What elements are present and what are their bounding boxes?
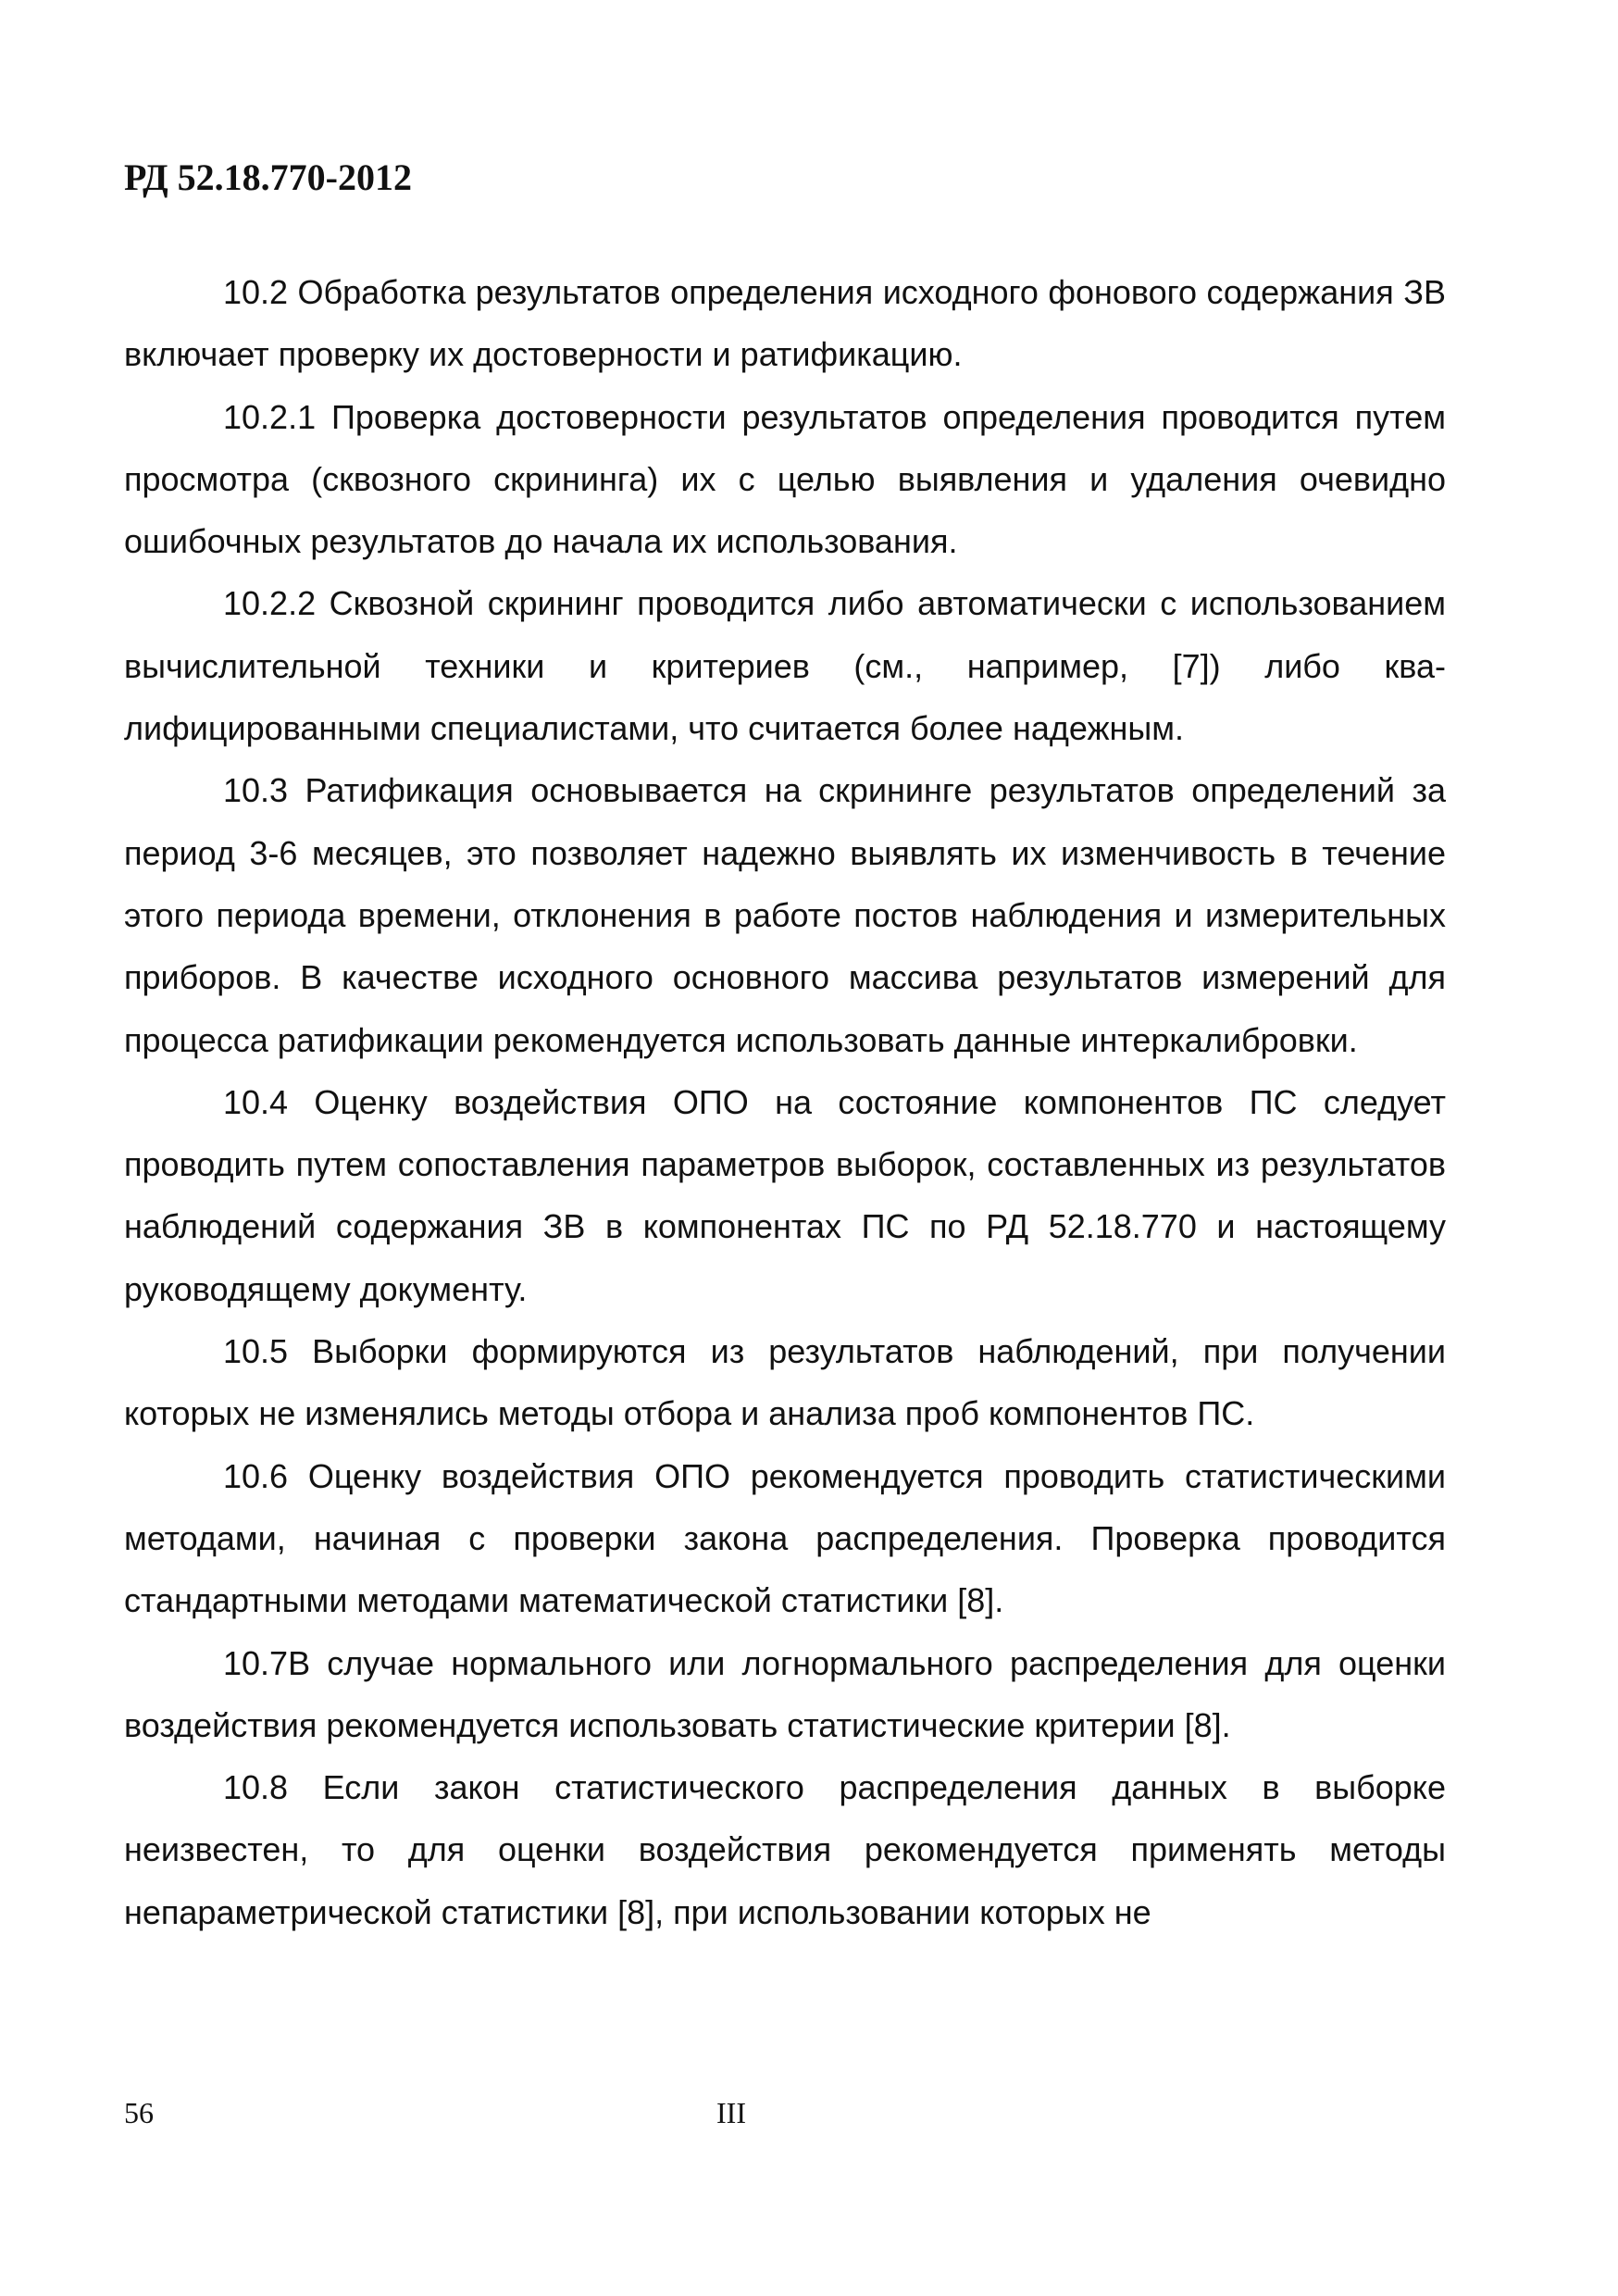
- paragraph-10-8: 10.8 Если закон статистического распределения данных в выборке неизвестен, то для оценки воздействия рекомендуется применять методы непараметрической статистики [8], при использовании которых не: [124, 1768, 1446, 1931]
- paragraph-10-6: 10.6 Оценку воздействия ОПО рекомендуется проводить статистическими методами, начиная с проверки закона распределения. Проверка проводится стандартными методами математической статистики [8].: [124, 1456, 1446, 1620]
- page-number: 56: [124, 2096, 154, 2129]
- paragraph-10-2-1: 10.2.1 Проверка достоверности результатов определения проводится путем просмотра (сквозного скрининга) их с целью выявления и удаления очевидно ошибочных результатов до начала их использования.: [124, 397, 1446, 561]
- document-body: [124, 261, 1446, 1943]
- document-code-header: РД 52.18.770-2012: [124, 156, 412, 198]
- paragraph-10-2-2: 10.2.2 Сквозной скрининг проводится либо автоматически с использованием вычислительной техники и критериев (см., например, [7]) либо квалифицированными специалистами, что считается более надежным.: [124, 584, 1446, 748]
- paragraph-10-4: 10.4 Оценку воздействия ОПО на состояние компонентов ПС следует проводить путем сопоставления параметров выборок, составленных из результатов наблюдений содержания ЗВ в компонентах ПС по РД 52.18.770 и настоящему руководящему документу.: [124, 1082, 1446, 1308]
- footer-mark: III: [716, 2096, 746, 2129]
- paragraph-10-7: 10.7В случае нормального или логнормального распределения для оценки воздействия рекомендуется использовать статистические критерии [8].: [124, 1643, 1446, 1744]
- paragraph-10-5: 10.5 Выборки формируются из результатов наблюдений, при получении которых не изменялись методы отбора и анализа проб компонентов ПС.: [124, 1332, 1446, 1433]
- paragraph-10-2: 10.2 Обработка результатов определения исходного фонового содержания ЗВ включает проверку их достоверности и ратификацию.: [124, 273, 1446, 374]
- paragraph-10-3: 10.3 Ратификация основывается на скрининге результатов определений за период 3-6 месяцев, это позволяет надежно выявлять их изменчивость в течение этого периода времени, отклонения в работе постов наблюдения и измерительных приборов. В качестве исходного основного массива результатов измерений для процесса ратификации рекомендуется использовать данные интеркалибровки.: [124, 771, 1446, 1059]
